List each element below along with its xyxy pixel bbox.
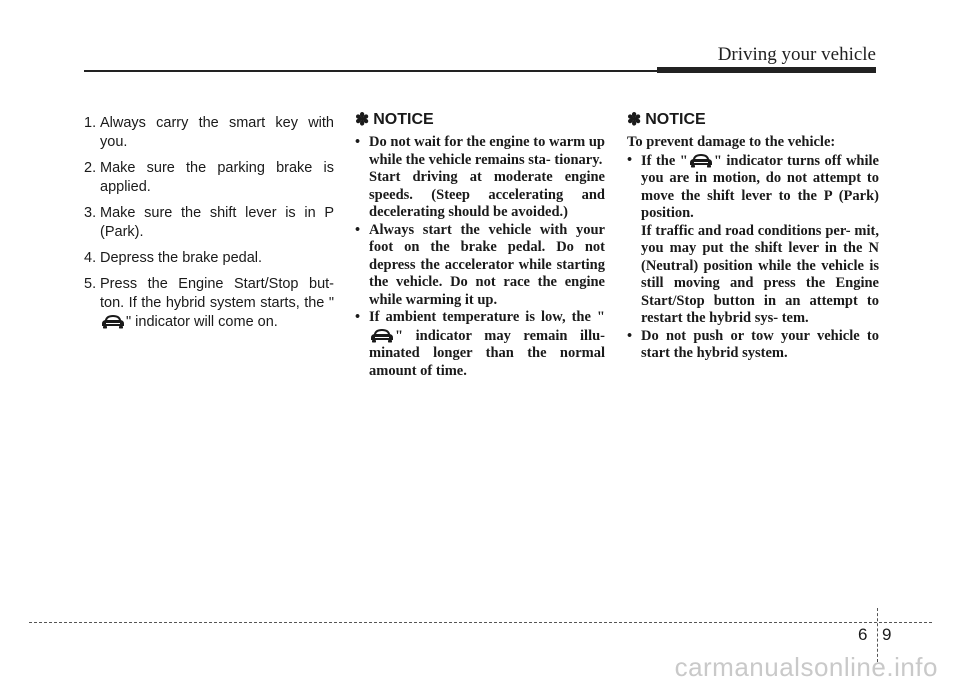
notice-star-icon: ✽ [627,110,642,129]
step-text: Make sure the parking brake is applied. [100,160,334,195]
notice-title: NOTICE [373,111,434,128]
notice-bullet-list [627,152,879,363]
notice-bullet [355,222,605,310]
header-rule-thin [84,70,659,72]
notice-text: Do not wait for the engine to warm up while the vehicle remains sta- tionary. [369,134,605,168]
step-text: Make sure the shift lever is in P (Park). [100,205,334,240]
step-number: 1. [84,115,97,131]
notice-bullet-list [355,134,605,380]
car-ready-icon [369,327,395,343]
step-item [84,249,334,268]
notice-heading [627,110,879,130]
notice-title: NOTICE [645,111,706,128]
notice-text-after: " indicator may remain illu- minated longer than the normal amount of time. [369,327,605,379]
notice-text-continued: If traffic and road conditions per- mit, you may put the shift lever in the N (Neutral) position while the vehicle is still moving and press the Engine Start/Stop button in an attempt to restart the hybrid sys- tem. [641,222,879,326]
notice-text: Do not push or tow your vehicle to start the hybrid system. [641,327,879,361]
bullet-dot: • [355,134,361,150]
header-rule-thick [657,67,876,73]
bullet-dot: • [627,151,633,168]
step-number: 5. [84,276,97,292]
notice-text-continued: Start driving at moderate engine speeds. (Steep accelerating and decelerating should be avoided.) [369,169,605,220]
bullet-dot: • [355,221,361,238]
step-number: 3. [84,205,97,221]
car-ready-icon [100,313,126,329]
notice-bullet [627,328,879,363]
step-item [84,114,334,152]
notice-intro: To prevent damage to the vehicle: [627,134,836,150]
start-steps-list [84,114,334,332]
notice-star-icon: ✽ [355,110,370,129]
page-number: 9 [882,625,892,644]
notice-bullet [355,134,605,222]
watermark: carmanualsonline.info [674,652,938,682]
step-item [84,159,334,197]
notice-box-2 [627,110,879,363]
bullet-dot: • [355,309,361,325]
chapter-number: 6 [858,625,868,644]
step-item [84,275,334,332]
step-number: 2. [84,160,97,176]
step-number: 4. [84,250,97,266]
step-item [84,204,334,242]
notice-text-after: " indicator turns off while you are in motion, do not attempt to move the shift lever to the P (Park) position. [641,152,879,221]
notice-text-before: If ambient temperature is low, the " [369,309,605,325]
step-text: Depress the brake pedal. [100,250,263,266]
step-text-after: " indicator will come on. [126,314,278,330]
notice-text-before: If the " [641,152,688,169]
notice-heading [355,110,605,130]
bullet-dot: • [627,327,633,344]
step-text: Always carry the smart key with you. [100,115,334,150]
notice-box-1 [355,110,605,380]
footer-dashed-rule [29,622,932,623]
step-text-before: Press the Engine Start/Stop but- ton. If the hybrid system starts, the " [100,276,334,311]
notice-bullet [355,309,605,380]
section-title: Driving your vehicle [717,44,876,65]
notice-bullet [627,152,879,328]
car-ready-icon [688,152,714,168]
notice-text: Always start the vehicle with your foot on the brake pedal. Do not depress the accelerator while starting the vehicle. Do not race the engine while warming it up. [369,221,605,308]
start-steps-column [84,110,334,339]
